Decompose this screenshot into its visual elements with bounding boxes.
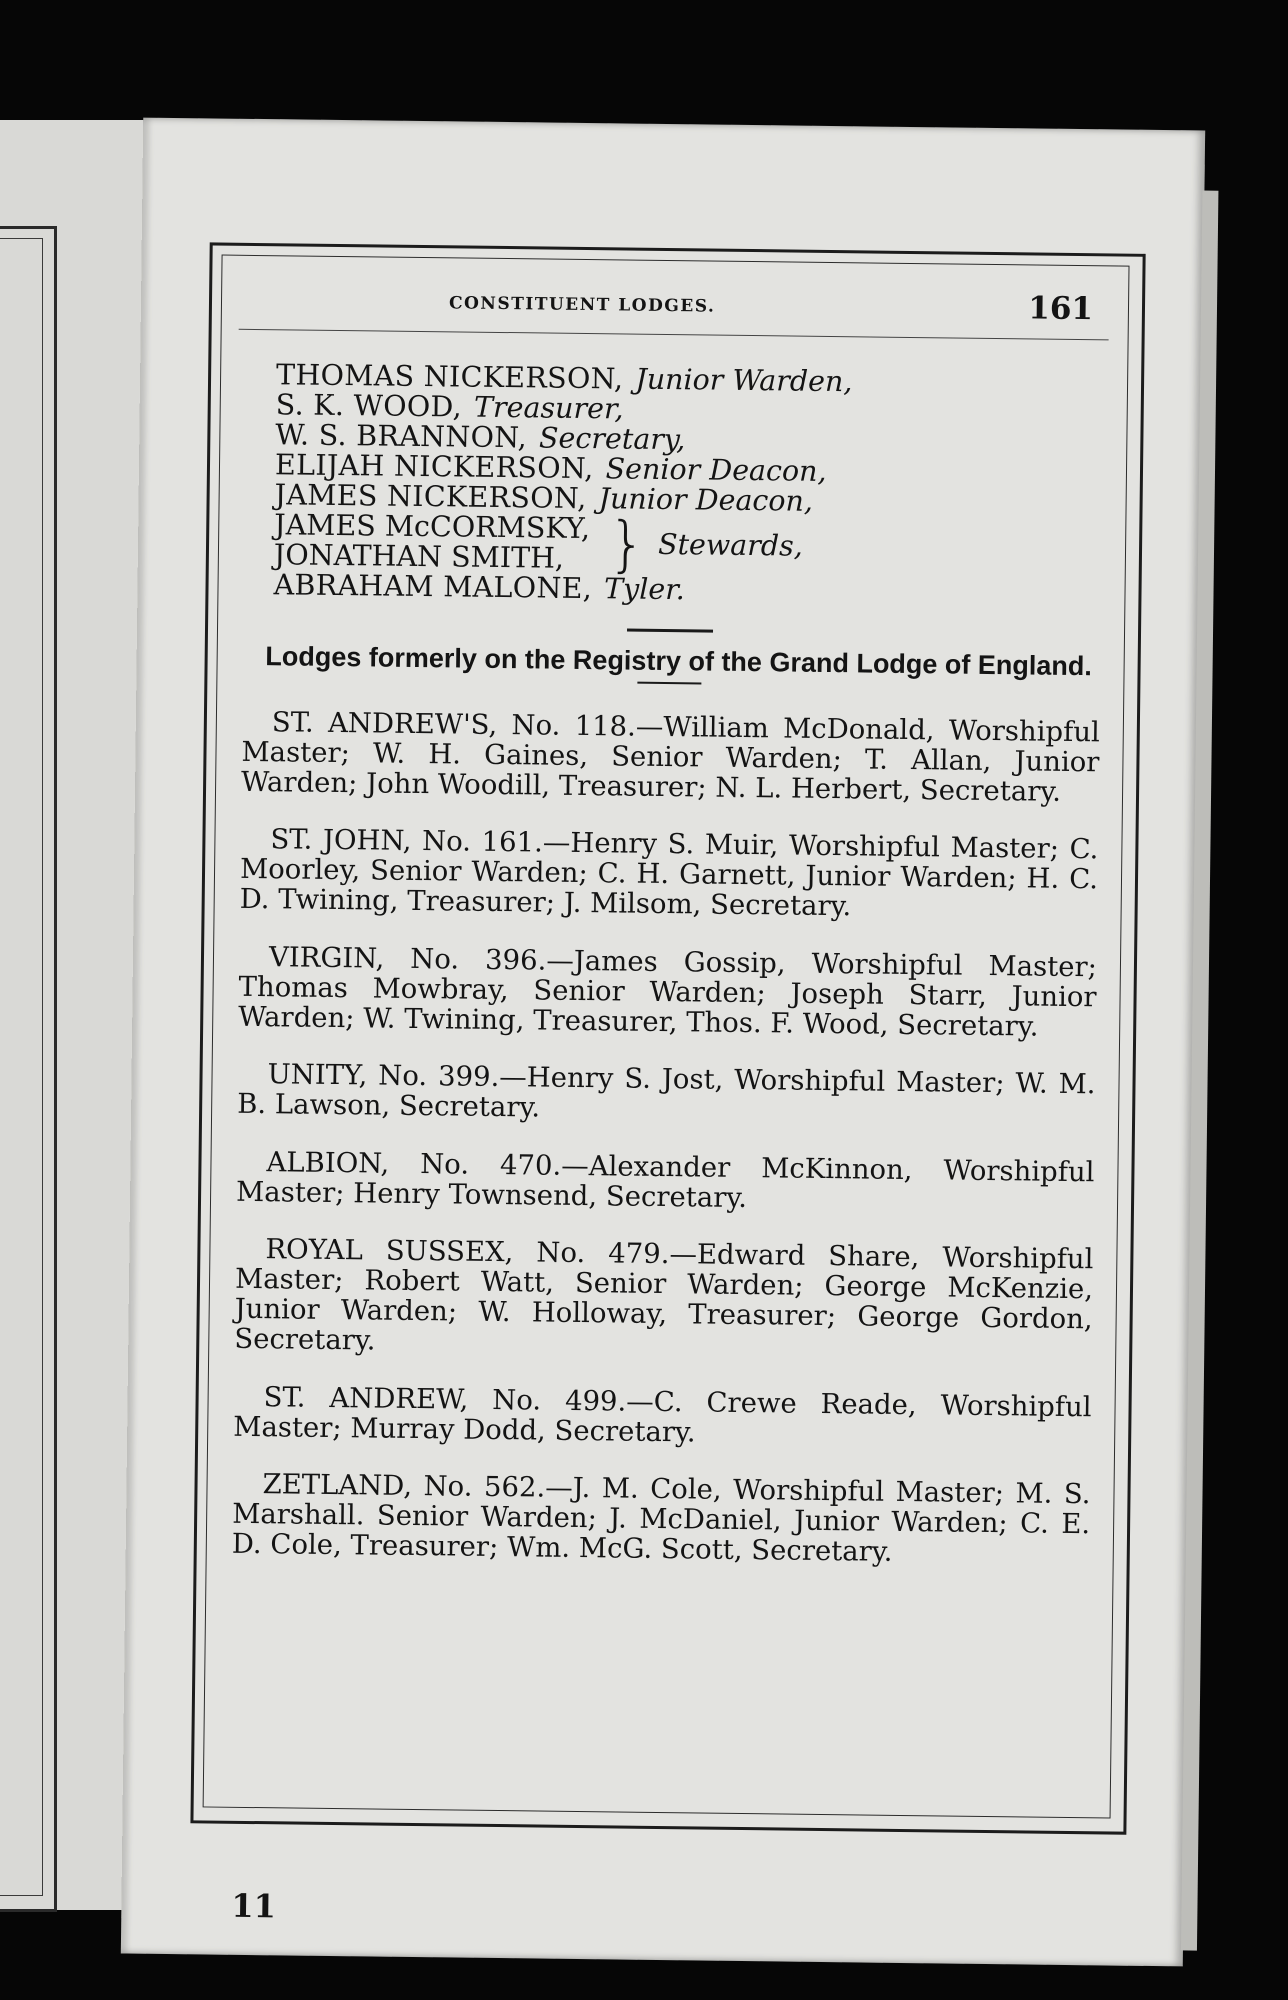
officer-name: S. K. WOOD, xyxy=(275,388,463,424)
officer-name: W. S. BRANNON, xyxy=(275,418,528,455)
officer-role: Treasurer, xyxy=(473,390,624,426)
lodge-entry: ALBION, No. 470.—Alexander McKinnon, Worshipful Master; Henry Townsend, Secretary. xyxy=(235,1145,1095,1214)
lodge-entry: UNITY, No. 399.—Henry S. Jost, Worshipful Master; W. M. B. Lawson, Secretary. xyxy=(237,1058,1096,1124)
lodge-entry: VIRGIN, No. 396.—James Gossip, Worshipful Master; Thomas Mowbray, Senior Warden; Joseph Starr, Junior Warden; W. Twining, Treasurer, Thos. F. Wood, Secretary. xyxy=(238,940,1098,1043)
lodge-entry: ST. ANDREW'S, No. 118.—William McDonald, Worshipful Master; W. H. Gaines, Senior Warden; T. Allan, Junior Warden; John Woodill, Treasurer; N. L. Herbert, Secretary. xyxy=(240,705,1101,808)
page-content xyxy=(221,279,1110,1810)
officer-name: ELIJAH NICKERSON, xyxy=(274,448,594,486)
officer-role: Junior Warden, xyxy=(635,362,853,399)
stewards-names xyxy=(274,510,591,574)
running-head: CONSTITUENT LODGES. xyxy=(448,293,716,317)
book-page xyxy=(121,118,1205,1967)
officer-role: Tyler. xyxy=(603,572,685,607)
brace-mark: } xyxy=(607,509,647,580)
officer-list xyxy=(273,360,1108,610)
officer-role: Secretary, xyxy=(538,421,686,457)
officer-role: Junior Deacon, xyxy=(598,482,814,518)
officer-role: Senior Deacon, xyxy=(605,452,827,488)
officer-name: ABRAHAM MALONE, xyxy=(273,568,593,606)
heading-rule xyxy=(637,682,701,685)
lodge-entry: ZETLAND, No. 562.—J. M. Cole, Worshipful Master; M. S. Marshall. Senior Warden; J. McDaniel, Junior Warden; C. E. D. Cole, Treasurer; Wm. McG. Scott, Secretary. xyxy=(231,1468,1091,1568)
steward-name: JAMES McCORMSKY, xyxy=(274,508,591,546)
stewards-role: Stewards, xyxy=(657,527,804,563)
previous-page-frame-inner xyxy=(0,238,43,1896)
page-number: 161 xyxy=(1028,290,1094,328)
page-edge-shadow xyxy=(1181,191,1219,1951)
lodge-entry: ROYAL SUSSEX, No. 479.—Edward Share, Worshipful Master; Robert Watt, Senior Warden; George McKenzie, Junior Warden; W. Holloway, Treasurer; George Gordon, Secretary. xyxy=(234,1233,1094,1357)
lodge-entry: ST. ANDREW, No. 499.—C. Crewe Reade, Worshipful Master; Murray Dodd, Secretary. xyxy=(233,1380,1092,1448)
steward-name: JONATHAN SMITH, xyxy=(273,538,565,575)
section-heading: Lodges formerly on the Registry of the Grand Lodge of England. xyxy=(265,641,1093,682)
signature-mark: 11 xyxy=(231,1886,277,1926)
page-header xyxy=(239,279,1110,341)
officer-name: THOMAS NICKERSON, xyxy=(275,358,624,396)
lodge-list xyxy=(224,706,1104,1569)
section-rule xyxy=(627,629,713,633)
lodge-entry: ST. JOHN, No. 161.—Henry S. Muir, Worshipful Master; C. Moorley, Senior Warden; C. H. Garnett, Junior Warden; H. C. D. Twining, Treasurer; J. Milsom, Secretary. xyxy=(239,823,1099,923)
officer-name: JAMES NICKERSON, xyxy=(274,478,587,516)
